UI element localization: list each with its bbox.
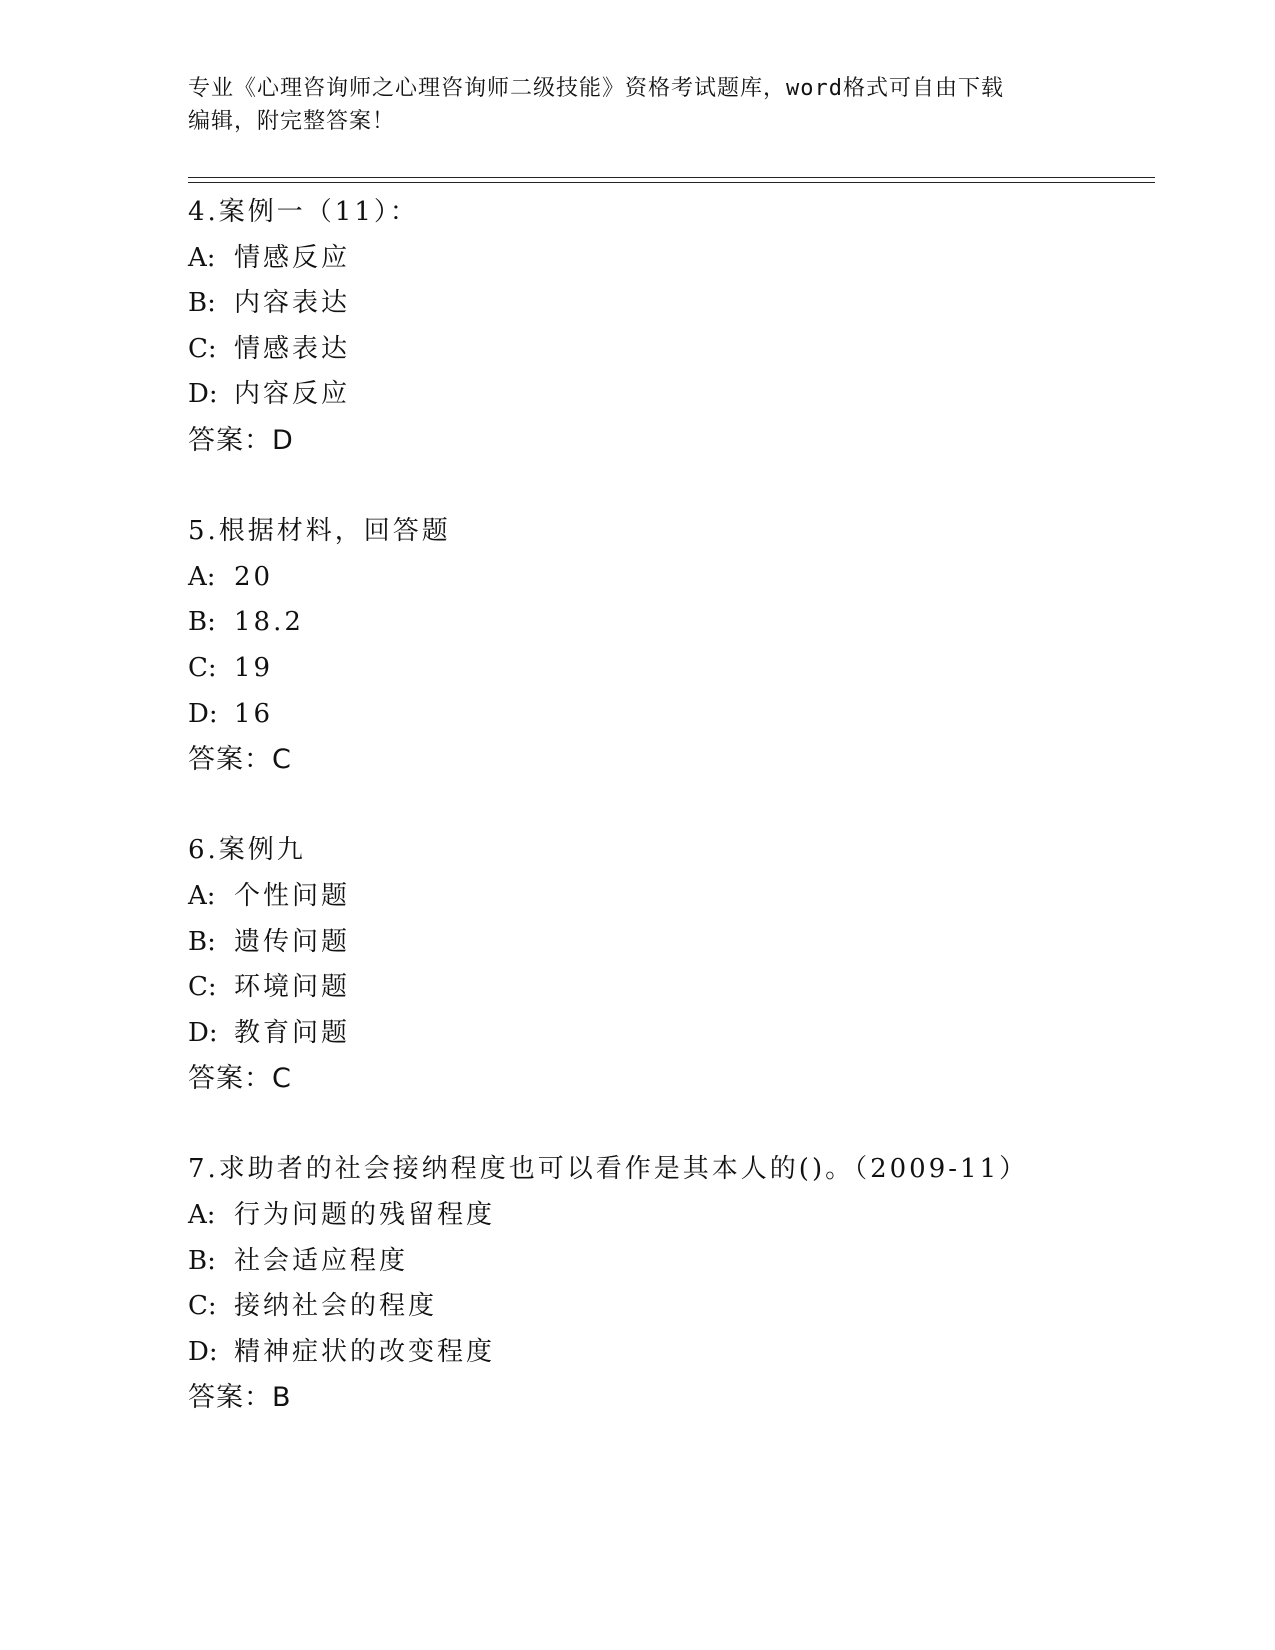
option-key: C: xyxy=(188,333,217,364)
option-text: 遗传问题 xyxy=(234,926,351,957)
question-stem: 5.根据材料，回答题 xyxy=(188,516,451,547)
answer-line: 答案：B xyxy=(188,1382,292,1414)
option-key: B: xyxy=(188,288,216,319)
option-text: 情感表达 xyxy=(234,333,351,364)
option-a xyxy=(188,555,1168,601)
option-key: A: xyxy=(188,880,216,911)
option-key: B: xyxy=(188,607,216,638)
question-list xyxy=(188,190,1168,1421)
option-key: C: xyxy=(188,652,217,683)
option-key: A: xyxy=(188,242,216,273)
option-b xyxy=(188,600,1168,646)
option-key: C: xyxy=(188,1291,217,1322)
option-b xyxy=(188,1239,1168,1285)
answer-line: 答案：C xyxy=(188,744,292,776)
question-6 xyxy=(188,828,1168,1102)
option-key: B: xyxy=(188,926,216,957)
header-line-2: 编辑，附完整答案！ xyxy=(188,109,396,134)
option-text: 接纳社会的程度 xyxy=(234,1291,438,1322)
question-stem: 6.案例九 xyxy=(188,835,306,866)
question-7 xyxy=(188,1147,1168,1421)
option-text: 内容表达 xyxy=(234,288,351,319)
option-key: D: xyxy=(188,1336,218,1367)
option-b xyxy=(188,281,1168,327)
option-text: 环境问题 xyxy=(234,972,351,1003)
question-4 xyxy=(188,190,1168,464)
option-a xyxy=(188,236,1168,282)
option-text: 教育问题 xyxy=(234,1017,351,1048)
option-c xyxy=(188,646,1168,692)
option-key: D: xyxy=(188,1017,218,1048)
option-text: 情感反应 xyxy=(234,242,351,273)
option-text: 精神症状的改变程度 xyxy=(234,1336,496,1367)
option-text: 16 xyxy=(234,698,274,729)
option-text: 19 xyxy=(234,652,274,683)
question-stem: 7.求助者的社会接纳程度也可以看作是其本人的()。（2009-11） xyxy=(188,1154,1029,1185)
header-line-1: 专业《心理咨询师之心理咨询师二级技能》资格考试题库，word格式可自由下载 xyxy=(188,76,1004,101)
option-c xyxy=(188,1284,1168,1330)
question-5 xyxy=(188,509,1168,783)
question-stem: 4.案例一（11）： xyxy=(188,197,419,227)
option-text: 行为问题的残留程度 xyxy=(234,1200,496,1231)
option-d xyxy=(188,692,1168,738)
option-c xyxy=(188,327,1168,373)
option-text: 20 xyxy=(234,561,274,592)
option-a xyxy=(188,874,1168,920)
option-key: A: xyxy=(188,1200,216,1231)
option-key: C: xyxy=(188,972,217,1003)
option-key: B: xyxy=(188,1245,216,1276)
header-divider-bottom xyxy=(188,182,1155,183)
option-a xyxy=(188,1193,1168,1239)
option-text: 社会适应程度 xyxy=(234,1245,409,1276)
option-d xyxy=(188,372,1168,418)
option-text: 个性问题 xyxy=(234,880,351,911)
option-text: 内容反应 xyxy=(234,379,351,410)
option-b xyxy=(188,920,1168,966)
option-key: D: xyxy=(188,379,218,410)
header-divider-top xyxy=(188,177,1155,178)
answer-line: 答案：C xyxy=(188,1063,292,1095)
option-c xyxy=(188,965,1168,1011)
option-d xyxy=(188,1011,1168,1057)
document-header xyxy=(188,72,1088,138)
answer-line: 答案：D xyxy=(188,424,294,456)
option-text: 18.2 xyxy=(234,607,304,638)
option-key: A: xyxy=(188,561,216,592)
option-d xyxy=(188,1330,1168,1376)
option-key: D: xyxy=(188,698,218,729)
